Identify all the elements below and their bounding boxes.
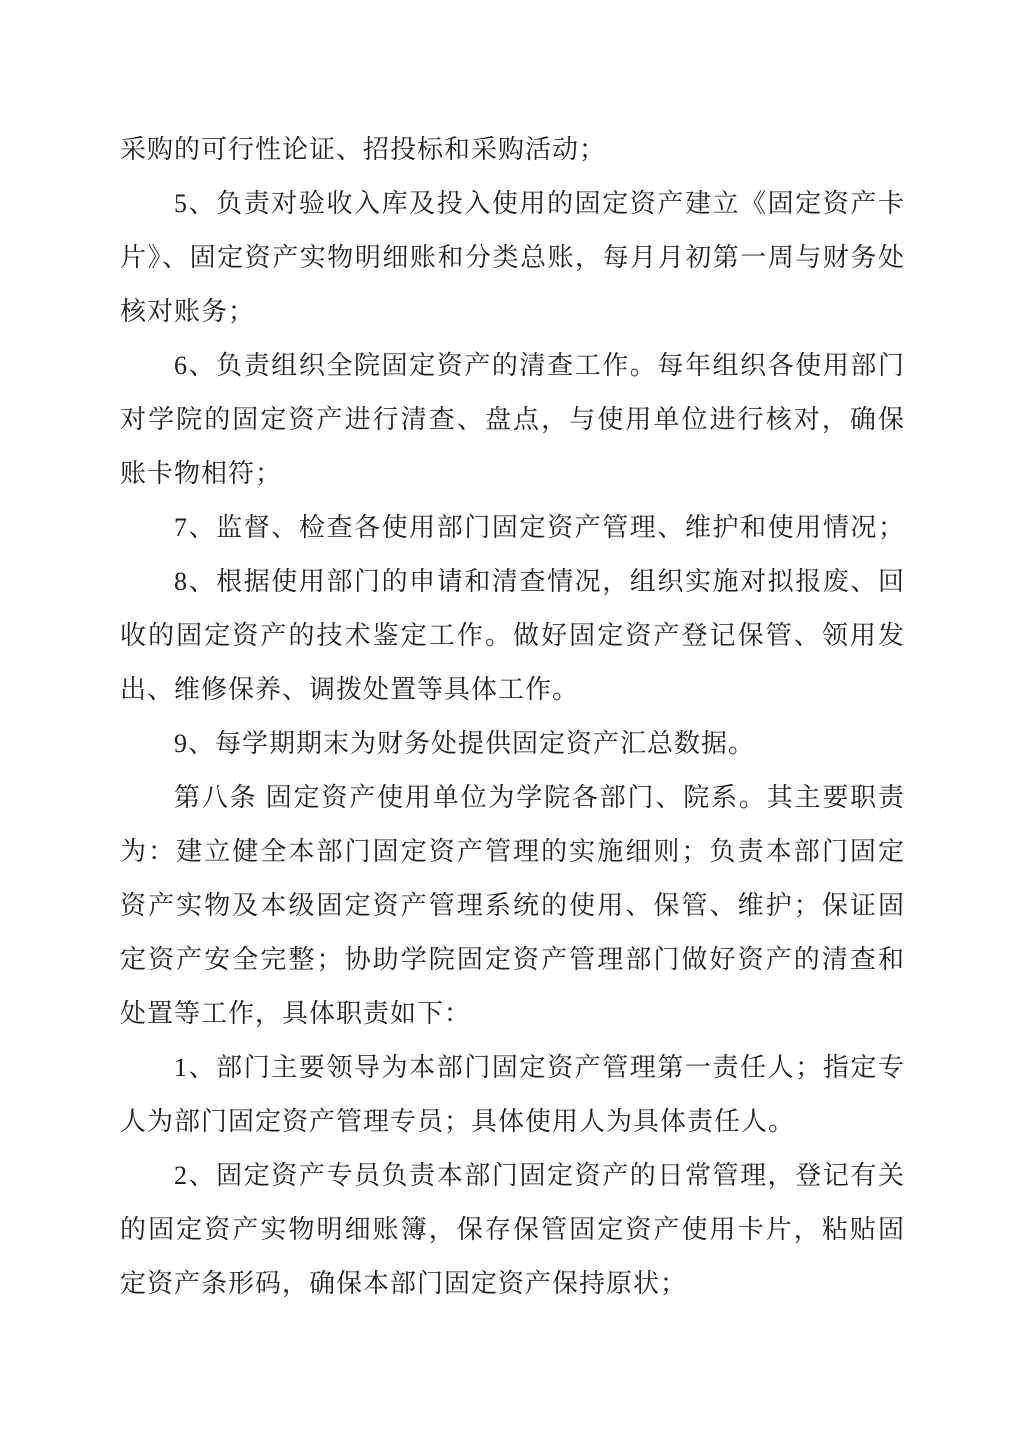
text-line: 9、每学期期末为财务处提供固定资产汇总数据。 xyxy=(174,729,756,758)
text-line: 定资产安全完整；协助学院固定资产管理部门做好资产的清查和 xyxy=(120,945,905,974)
text-line: 片》、固定资产实物明细账和分类总账，每月月初第一周与财务处 xyxy=(120,243,905,272)
document-text-block xyxy=(120,123,905,1311)
text-line: 8、根据使用部门的申请和清查情况，组织实施对拟报废、回 xyxy=(174,567,905,596)
text-line: 2、固定资产专员负责本部门固定资产的日常管理，登记有关 xyxy=(174,1161,905,1190)
text-line: 核对账务； xyxy=(120,297,256,326)
text-line: 1、部门主要领导为本部门固定资产管理第一责任人；指定专 xyxy=(174,1053,905,1082)
text-line: 处置等工作，具体职责如下： xyxy=(120,999,472,1028)
text-line: 第八条 固定资产使用单位为学院各部门、院系。其主要职责 xyxy=(174,783,905,812)
text-line: 5、负责对验收入库及投入使用的固定资产建立《固定资产卡 xyxy=(174,189,905,218)
text-line: 资产实物及本级固定资产管理系统的使用、保管、维护；保证固 xyxy=(120,891,905,920)
text-line: 的固定资产实物明细账簿，保存保管固定资产使用卡片，粘贴固 xyxy=(120,1215,905,1244)
text-line: 账卡物相符； xyxy=(120,459,283,488)
text-line: 出、维修保养、调拨处置等具体工作。 xyxy=(120,675,580,704)
text-line: 为：建立健全本部门固定资产管理的实施细则；负责本部门固定 xyxy=(120,837,905,866)
text-line: 采购的可行性论证、招投标和采购活动； xyxy=(120,135,607,164)
text-line: 7、监督、检查各使用部门固定资产管理、维护和使用情况； xyxy=(174,513,905,542)
text-line: 定资产条形码，确保本部门固定资产保持原状； xyxy=(120,1269,688,1298)
text-line: 对学院的固定资产进行清查、盘点，与使用单位进行核对，确保 xyxy=(120,405,905,434)
text-line: 人为部门固定资产管理专员；具体使用人为具体责任人。 xyxy=(120,1107,796,1136)
text-line: 6、负责组织全院固定资产的清查工作。每年组织各使用部门 xyxy=(174,351,905,380)
text-line: 收的固定资产的技术鉴定工作。做好固定资产登记保管、领用发 xyxy=(120,621,905,650)
